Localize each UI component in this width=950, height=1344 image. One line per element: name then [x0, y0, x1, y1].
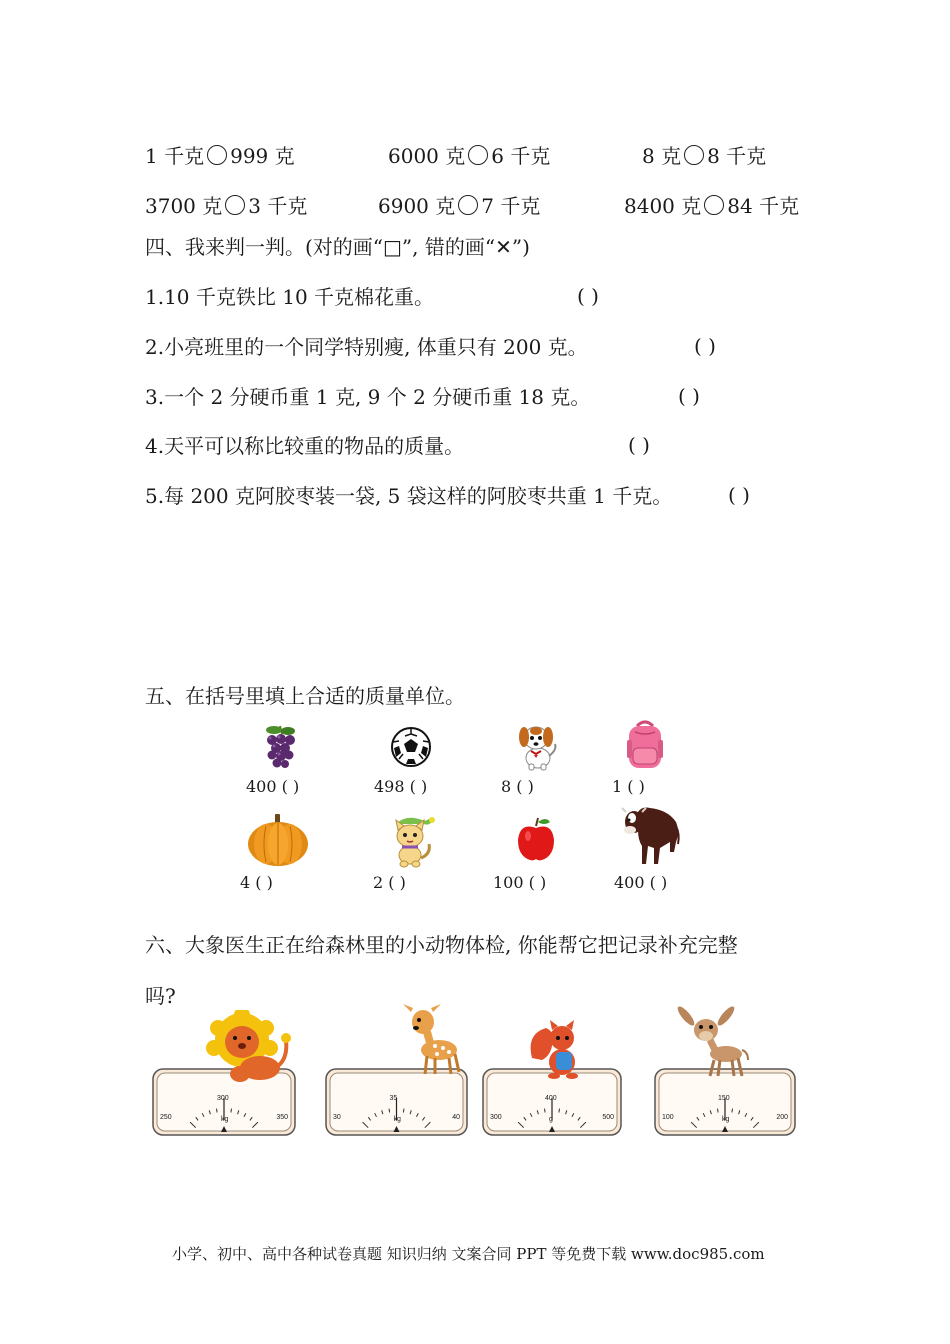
apple-icon	[516, 816, 556, 862]
judge-item: 2.小亮班里的一个同学特别瘦, 体重只有 200 克。	[145, 335, 588, 359]
compare-right: 6 千克	[491, 144, 551, 168]
unit-label[interactable]: 498 ( )	[374, 777, 428, 796]
compare-left: 3700 克	[145, 194, 223, 218]
puppy-icon	[514, 720, 560, 772]
unit-label[interactable]: 400 ( )	[614, 873, 668, 892]
scale-right-value: 40	[452, 1114, 460, 1121]
answer-paren[interactable]: ( )	[628, 433, 650, 457]
compare-item	[145, 140, 295, 169]
pumpkin-icon	[246, 812, 310, 868]
answer-paren[interactable]: ( )	[728, 483, 750, 507]
compare-left: 6000 克	[388, 144, 466, 168]
scale-center-value: 35	[389, 1095, 398, 1102]
compare-item	[624, 190, 799, 219]
unit-label[interactable]: 4 ( )	[240, 873, 273, 892]
backpack-icon	[623, 718, 667, 772]
scale-right-value: 500	[602, 1114, 614, 1121]
section-5-title: 五、在括号里填上合适的质量单位。	[145, 684, 465, 708]
answer-circle[interactable]	[704, 195, 724, 215]
deer-icon	[399, 1000, 463, 1080]
scale-left-value: 100	[662, 1114, 674, 1121]
answer-circle[interactable]	[225, 195, 245, 215]
answer-paren[interactable]: ( )	[577, 284, 599, 308]
footer-text: 小学、初中、高中各种试卷真题 知识归纳 文案合同 PPT 等免费下载 www.doc985.com	[172, 1245, 765, 1263]
compare-left: 8 克	[642, 144, 682, 168]
compare-right: 3 千克	[248, 194, 308, 218]
scale-center-value: 300	[217, 1095, 229, 1102]
answer-circle[interactable]	[684, 145, 704, 165]
kitten-icon	[386, 814, 438, 868]
unit-label[interactable]: 1 ( )	[612, 777, 645, 796]
compare-right: 7 千克	[481, 194, 541, 218]
compare-item	[378, 190, 540, 219]
lion-icon	[200, 1010, 296, 1090]
scale-unit: g	[549, 1116, 553, 1123]
unit-label[interactable]: 400 ( )	[246, 777, 300, 796]
section-6-title-cont: 吗?	[145, 984, 176, 1008]
scale-left-value: 30	[333, 1114, 341, 1121]
compare-left: 1 千克	[145, 144, 205, 168]
scale-unit: kg	[221, 1116, 229, 1123]
soccer-ball-icon	[390, 726, 432, 768]
answer-circle[interactable]	[207, 145, 227, 165]
answer-paren[interactable]: ( )	[678, 384, 700, 408]
compare-item	[145, 190, 307, 219]
cow-icon	[618, 800, 682, 872]
compare-right: 84 千克	[727, 194, 800, 218]
scale-center-value: 150	[718, 1095, 730, 1102]
section-6-title: 六、大象医生正在给森林里的小动物体检, 你能帮它把记录补充完整	[145, 933, 738, 957]
compare-item	[388, 140, 550, 169]
unit-label[interactable]: 100 ( )	[493, 873, 547, 892]
judge-item: 3.一个 2 分硬币重 1 克, 9 个 2 分硬币重 18 克。	[145, 385, 591, 409]
judge-item: 1.10 千克铁比 10 千克棉花重。	[145, 285, 435, 309]
compare-right: 8 千克	[707, 144, 767, 168]
answer-circle[interactable]	[458, 195, 478, 215]
scale-center-value: 400	[545, 1095, 557, 1102]
grapes-icon	[260, 722, 302, 772]
compare-left: 6900 克	[378, 194, 456, 218]
scale-left-value: 250	[160, 1114, 172, 1121]
compare-right: 999 克	[230, 144, 295, 168]
scale-unit: kg	[722, 1116, 730, 1123]
compare-item	[642, 140, 766, 169]
scale-unit: kg	[393, 1116, 401, 1123]
scale-right-value: 200	[776, 1114, 788, 1121]
scale-right-value: 350	[276, 1114, 288, 1121]
section-4-title: 四、我来判一判。(对的画“□”, 错的画“✕”)	[145, 235, 530, 259]
answer-circle[interactable]	[468, 145, 488, 165]
compare-left: 8400 克	[624, 194, 702, 218]
donkey-icon	[674, 1006, 750, 1082]
squirrel-icon	[526, 1018, 590, 1086]
unit-label[interactable]: 2 ( )	[373, 873, 406, 892]
judge-item: 4.天平可以称比较重的物品的质量。	[145, 434, 465, 458]
scale-left-value: 300	[490, 1114, 502, 1121]
judge-item: 5.每 200 克阿胶枣装一袋, 5 袋这样的阿胶枣共重 1 千克。	[145, 484, 673, 508]
answer-paren[interactable]: ( )	[694, 334, 716, 358]
unit-label[interactable]: 8 ( )	[501, 777, 534, 796]
